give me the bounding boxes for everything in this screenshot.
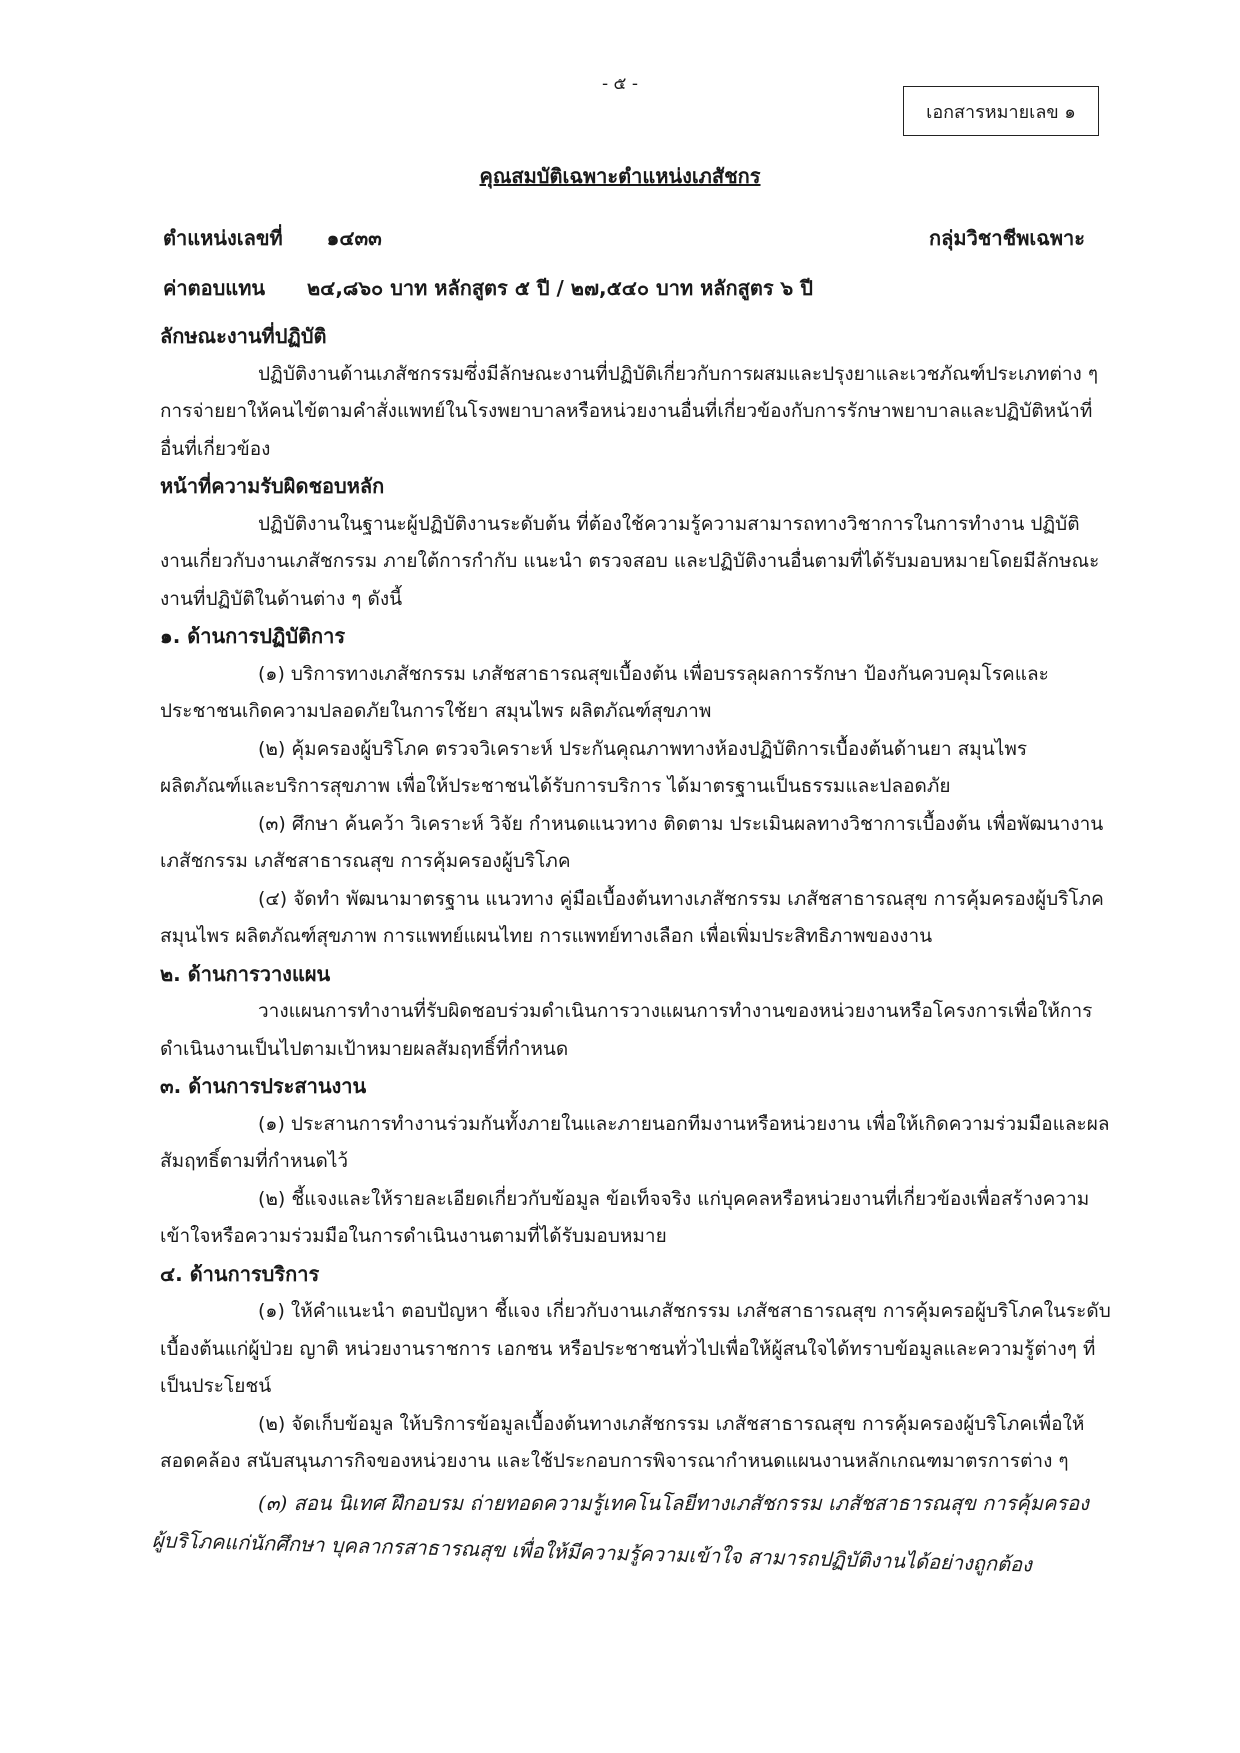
nature-heading: ลักษณะงานที่ปฏิบัติ — [160, 324, 327, 348]
page-number: - ๕ - — [602, 74, 638, 94]
compensation-row — [163, 272, 813, 304]
list-item: (๒) จัดเก็บข้อมูล ให้บริการข้อมูลเบื้องต้นทางเภสัชกรรม เภสัชสาธารณสุข การคุ้มครองผู้บริโภคเพื่อให้สอดคล้อง สนับสนุนภารกิจของหน่วยงาน และใช้ประกอบการพิจารณากำหนดแผนงานหลักเกณฑมาตรการต่าง ๆ — [160, 1412, 1085, 1472]
final-item-line1: (๓) สอน นิเทศ ฝึกอบรม ถ่ายทอดความรู้เทคโนโลยีทางเภสัชกรรม เภสัชสาธารณสุข การคุ้มครอง — [258, 1490, 1089, 1515]
nature-text: ปฏิบัติงานด้านเภสัชกรรมซึ่งมีลักษณะงานที่ปฏิบัติเกี่ยวกับการผสมและปรุงยาและเวชภัณฑ์ประเภทต่าง ๆ การจ่ายยาให้คนไข้ตามคำสั่งแพทย์ในโรงพยาบาลหรือหน่วยงานอื่นที่เกี่ยวข้องกับการรักษาพยาบาลและปฏิบัติหน้าที่อื่นที่เกี่ยวข้อง — [160, 362, 1099, 460]
duties-text: ปฏิบัติงานในฐานะผู้ปฏิบัติงานระดับต้น ที่ต้องใช้ความรู้ความสามารถทางวิชาการในการทำงาน ปฏิบัติงานเกี่ยวกับงานเภสัชกรรม ภายใต้การกำกับ แนะนำ ตรวจสอบ และปฏิบัติงานอื่นตามที่ได้รับมอบหมายโดยมีลักษณะงานที่ปฏิบัติในด้านต่าง ๆ ดังนี้ — [160, 512, 1100, 610]
position-label: ตำแหน่งเลขที่ — [163, 226, 283, 250]
list-item: (๓) ศึกษา ค้นคว้า วิเคราะห์ วิจัย กำหนดแนวทาง ติดตาม ประเมินผลทางวิชาการเบื้องต้น เพื่อพัฒนางานเภสัชกรรม เภสัชสาธารณสุข การคุ้มครองผู้บริโภค — [160, 812, 1104, 872]
final-item-line2: ผู้บริโภคแก่นักศึกษา บุคลากรสาธารณสุข เพื่อให้มีความรู้ความเข้าใจ สามารถปฏิบัติงานได้อย่างถูกต้อง — [151, 1528, 1033, 1577]
compensation-label: ค่าตอบแทน — [163, 276, 266, 300]
duties-heading: หน้าที่ความรับผิดชอบหลัก — [160, 474, 385, 498]
document-label: เอกสารหมายเลข ๑ — [926, 101, 1076, 123]
position-group: กลุ่มวิชาชีพเฉพาะ — [929, 226, 1085, 250]
compensation-value: ๒๔,๘๖๐ บาท หลักสูตร ๕ ปี / ๒๗,๕๔๐ บาท หลักสูตร ๖ ปี — [307, 276, 813, 300]
section-heading: ๑. ด้านการปฏิบัติการ — [160, 624, 346, 648]
document-label-box — [903, 86, 1099, 136]
document-body — [151, 318, 1112, 1577]
section-heading: ๓. ด้านการประสานงาน — [160, 1074, 367, 1098]
list-item: (๒) คุ้มครองผู้บริโภค ตรวจวิเคราะห์ ประกันคุณภาพทางห้องปฏิบัติการเบื้องต้นด้านยา สมุนไพร ผลิตภัณฑ์และบริการสุขภาพ เพื่อให้ประชาชนได้รับการบริการ ได้มาตรฐานเป็นธรรมและปลอดภัย — [160, 737, 1028, 797]
list-item: วางแผนการทำงานที่รับผิดชอบร่วมดำเนินการวางแผนการทำงานของหน่วยงานหรือโครงการเพื่อให้การดำเนินงานเป็นไปตามเป้าหมายผลสัมฤทธิ์ที่กำหนด — [160, 1000, 1093, 1060]
list-item: (๑) ประสานการทำงานร่วมกันทั้งภายในและภายนอกทีมงานหรือหน่วยงาน เพื่อให้เกิดความร่วมมือและผลสัมฤทธิ์ตามที่กำหนดไว้ — [160, 1112, 1110, 1172]
list-item: (๔) จัดทำ พัฒนามาตรฐาน แนวทาง คู่มือเบื้องต้นทางเภสัชกรรม เภสัชสาธารณสุข การคุ้มครองผู้บริโภค สมุนไพร ผลิตภัณฑ์สุขภาพ การแพทย์แผนไทย การแพทย์ทางเลือก เพื่อเพิ่มประสิทธิภาพของงาน — [160, 887, 1104, 947]
list-item: (๑) ให้คำแนะนำ ตอบปัญหา ชี้แจง เกี่ยวกับงานเภสัชกรรม เภสัชสาธารณสุข การคุ้มครอผู้บริโภคในระดับเบื้องต้นแก่ผู้ป่วย ญาติ หน่วยงานราชการ เอกชน หรือประชาชนทั่วไปเพื่อให้ผู้สนใจได้ทราบข้อมูลและความรู้ต่างๆ ที่เป็นประโยชน์ — [160, 1300, 1111, 1397]
list-item: (๑) บริการทางเภสัชกรรม เภสัชสาธารณสุขเบื้องต้น เพื่อบรรลุผลการรักษา ป้องกันควบคุมโรคและประชาชนเกิดความปลอดภัยในการใช้ยา สมุนไพร ผลิตภัณฑ์สุขภาพ — [160, 662, 1049, 722]
list-item: (๒) ชี้แจงและให้รายละเอียดเกี่ยวกับข้อมูล ข้อเท็จจริง แก่บุคคลหรือหน่วยงานที่เกี่ยวข้องเพื่อสร้างความเข้าใจหรือความร่วมมือในการดำเนินงานตามที่ได้รับมอบหมาย — [160, 1187, 1090, 1247]
position-row — [163, 222, 382, 254]
section-heading: ๔. ด้านการบริการ — [160, 1261, 320, 1286]
page-title: คุณสมบัติเฉพาะตำแหน่งเภสัชกร — [479, 164, 761, 188]
position-number: ๑๔๓๓ — [326, 226, 382, 250]
section-heading: ๒. ด้านการวางแผน — [160, 961, 331, 986]
